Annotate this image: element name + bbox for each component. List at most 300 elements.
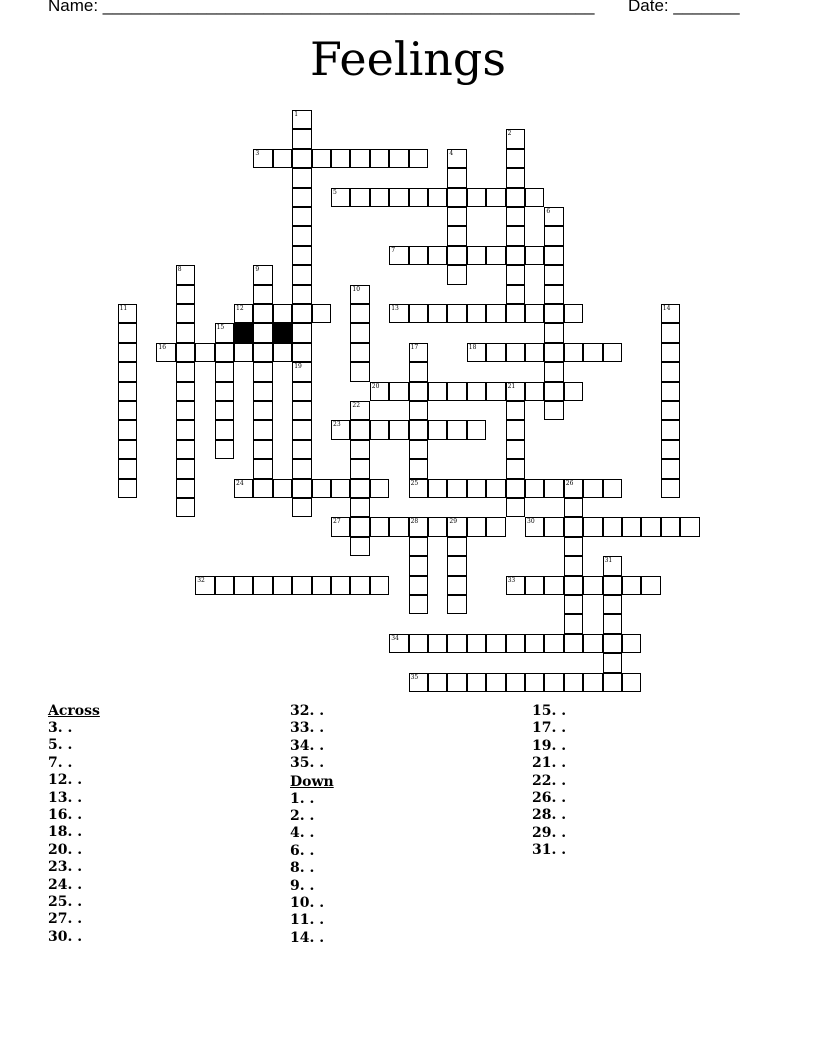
grid-cell[interactable] <box>350 537 369 556</box>
grid-cell[interactable] <box>215 440 234 459</box>
grid-cell[interactable] <box>176 382 195 401</box>
grid-cell[interactable] <box>409 634 428 653</box>
grid-cell[interactable] <box>118 479 137 498</box>
grid-cell[interactable] <box>506 168 525 187</box>
grid-cell[interactable] <box>195 576 214 595</box>
grid-cell[interactable] <box>544 382 563 401</box>
grid-cell[interactable] <box>370 479 389 498</box>
grid-cell[interactable] <box>292 265 311 284</box>
grid-cell[interactable] <box>622 576 641 595</box>
grid-cell[interactable] <box>253 149 272 168</box>
grid-cell[interactable] <box>176 323 195 342</box>
clue-number: 27 <box>333 518 341 526</box>
grid-cell[interactable] <box>603 556 622 575</box>
grid-cell[interactable] <box>118 440 137 459</box>
grid-cell[interactable] <box>506 634 525 653</box>
grid-cell[interactable] <box>544 343 563 362</box>
grid-cell[interactable] <box>389 382 408 401</box>
grid-cell[interactable] <box>447 207 466 226</box>
grid-cell[interactable] <box>215 343 234 362</box>
grid-cell[interactable] <box>350 517 369 536</box>
grid-cell[interactable] <box>253 323 272 342</box>
grid-cell[interactable] <box>447 168 466 187</box>
grid-cell[interactable] <box>350 576 369 595</box>
grid-cell[interactable] <box>409 382 428 401</box>
grid-cell[interactable] <box>312 304 331 323</box>
grid-cell[interactable] <box>447 479 466 498</box>
grid-cell[interactable] <box>564 304 583 323</box>
grid-cell[interactable] <box>253 304 272 323</box>
grid-cell[interactable] <box>350 401 369 420</box>
clue-item: 8. . <box>290 860 315 877</box>
grid-cell[interactable] <box>350 285 369 304</box>
grid-cell[interactable] <box>409 304 428 323</box>
grid-cell[interactable] <box>486 479 505 498</box>
grid-cell[interactable] <box>215 401 234 420</box>
grid-cell[interactable] <box>409 420 428 439</box>
grid-cell[interactable] <box>486 246 505 265</box>
grid-cell[interactable] <box>409 362 428 381</box>
grid-cell[interactable] <box>292 226 311 245</box>
grid-cell[interactable] <box>486 343 505 362</box>
grid-cell[interactable] <box>331 420 350 439</box>
grid-cell[interactable] <box>467 382 486 401</box>
grid-cell[interactable] <box>486 382 505 401</box>
grid-cell[interactable] <box>273 343 292 362</box>
grid-cell[interactable] <box>506 285 525 304</box>
clue-item: 14. . <box>290 929 325 946</box>
grid-cell[interactable] <box>544 401 563 420</box>
grid-cell[interactable] <box>506 246 525 265</box>
grid-cell[interactable] <box>506 440 525 459</box>
grid-cell[interactable] <box>409 149 428 168</box>
grid-cell[interactable] <box>409 479 428 498</box>
grid-cell[interactable] <box>467 343 486 362</box>
grid-cell[interactable] <box>389 517 408 536</box>
grid-cell[interactable] <box>350 343 369 362</box>
grid-cell[interactable] <box>350 323 369 342</box>
grid-cell[interactable] <box>292 207 311 226</box>
grid-cell[interactable] <box>506 401 525 420</box>
grid-cell[interactable] <box>312 479 331 498</box>
grid-cell[interactable] <box>506 207 525 226</box>
grid-cell[interactable] <box>292 401 311 420</box>
grid-cell[interactable] <box>273 149 292 168</box>
grid-cell[interactable] <box>447 226 466 245</box>
grid-cell[interactable] <box>253 420 272 439</box>
grid-cell[interactable] <box>176 285 195 304</box>
grid-cell[interactable] <box>564 517 583 536</box>
grid-cell[interactable] <box>661 459 680 478</box>
grid-cell[interactable] <box>564 556 583 575</box>
grid-cell[interactable] <box>641 517 660 536</box>
grid-cell[interactable] <box>525 382 544 401</box>
grid-cell[interactable] <box>447 537 466 556</box>
grid-cell[interactable] <box>467 188 486 207</box>
grid-cell[interactable] <box>661 382 680 401</box>
grid-cell[interactable] <box>292 440 311 459</box>
grid-cell[interactable] <box>447 246 466 265</box>
grid-cell[interactable] <box>622 517 641 536</box>
grid-cell[interactable] <box>118 323 137 342</box>
grid-cell[interactable] <box>253 479 272 498</box>
grid-cell[interactable] <box>118 401 137 420</box>
grid-cell[interactable] <box>409 673 428 692</box>
grid-cell[interactable] <box>409 556 428 575</box>
grid-cell[interactable] <box>409 517 428 536</box>
grid-cell[interactable] <box>350 420 369 439</box>
grid-cell[interactable] <box>350 149 369 168</box>
grid-cell[interactable] <box>389 634 408 653</box>
grid-cell[interactable] <box>564 576 583 595</box>
grid-cell[interactable] <box>409 343 428 362</box>
grid-cell[interactable] <box>506 459 525 478</box>
grid-cell[interactable] <box>467 304 486 323</box>
grid-cell[interactable] <box>253 401 272 420</box>
grid-cell[interactable] <box>564 673 583 692</box>
grid-cell[interactable] <box>603 614 622 633</box>
grid-cell[interactable] <box>603 517 622 536</box>
clue-number: 13 <box>391 305 399 312</box>
grid-cell[interactable] <box>331 149 350 168</box>
grid-cell[interactable] <box>253 343 272 362</box>
grid-cell[interactable] <box>525 634 544 653</box>
grid-cell[interactable] <box>350 440 369 459</box>
grid-cell[interactable] <box>292 168 311 187</box>
grid-cell[interactable] <box>486 188 505 207</box>
grid-cell[interactable] <box>389 420 408 439</box>
grid-cell[interactable] <box>447 634 466 653</box>
grid-cell[interactable] <box>544 673 563 692</box>
grid-cell[interactable] <box>176 343 195 362</box>
grid-cell[interactable] <box>583 634 602 653</box>
grid-cell[interactable] <box>447 576 466 595</box>
grid-cell[interactable] <box>176 459 195 478</box>
grid-cell[interactable] <box>409 246 428 265</box>
grid-cell[interactable] <box>389 188 408 207</box>
grid-cell[interactable] <box>680 517 699 536</box>
grid-cell[interactable] <box>428 673 447 692</box>
clue-number: 23 <box>333 421 341 429</box>
grid-cell[interactable] <box>544 479 563 498</box>
grid-cell[interactable] <box>215 362 234 381</box>
grid-cell[interactable] <box>603 576 622 595</box>
clue-number: 2 <box>507 130 512 138</box>
grid-cell[interactable] <box>447 149 466 168</box>
grid-cell[interactable] <box>447 595 466 614</box>
grid-cell[interactable] <box>447 382 466 401</box>
name-label: Name: ____________________________________________________ <box>48 0 595 15</box>
grid-cell[interactable] <box>486 304 505 323</box>
grid-cell[interactable] <box>583 517 602 536</box>
clue-number: 12 <box>236 305 244 312</box>
grid-cell[interactable] <box>447 265 466 284</box>
grid-cell[interactable] <box>350 188 369 207</box>
grid-cell[interactable] <box>292 498 311 517</box>
grid-cell[interactable] <box>564 634 583 653</box>
clue-item: 22. . <box>532 772 567 789</box>
grid-cell[interactable] <box>176 498 195 517</box>
grid-cell[interactable] <box>544 517 563 536</box>
clue-column-3 <box>532 703 566 860</box>
grid-cell[interactable] <box>176 401 195 420</box>
grid-cell[interactable] <box>409 595 428 614</box>
grid-cell[interactable] <box>292 304 311 323</box>
grid-cell[interactable] <box>661 517 680 536</box>
grid-cell[interactable] <box>253 440 272 459</box>
grid-cell[interactable] <box>544 576 563 595</box>
grid-cell[interactable] <box>234 304 253 323</box>
grid-cell[interactable] <box>253 382 272 401</box>
grid-cell[interactable] <box>370 576 389 595</box>
grid-cell[interactable] <box>253 265 272 284</box>
clue-item: 20. . <box>48 841 83 858</box>
grid-cell[interactable] <box>370 382 389 401</box>
grid-cell[interactable] <box>564 537 583 556</box>
grid-cell[interactable] <box>370 420 389 439</box>
grid-cell[interactable] <box>447 556 466 575</box>
grid-cell[interactable] <box>350 479 369 498</box>
grid-cell[interactable] <box>428 420 447 439</box>
grid-cell[interactable] <box>409 188 428 207</box>
grid-cell[interactable] <box>506 420 525 439</box>
grid-cell[interactable] <box>622 634 641 653</box>
grid-cell[interactable] <box>215 576 234 595</box>
grid-cell[interactable] <box>292 110 311 129</box>
grid-cell[interactable] <box>525 188 544 207</box>
grid-cell[interactable] <box>234 343 253 362</box>
grid-cell[interactable] <box>506 149 525 168</box>
grid-cell[interactable] <box>253 362 272 381</box>
grid-cell[interactable] <box>564 382 583 401</box>
grid-cell[interactable] <box>661 362 680 381</box>
grid-cell[interactable] <box>583 576 602 595</box>
grid-cell[interactable] <box>118 304 137 323</box>
black-square <box>273 323 292 342</box>
grid-cell[interactable] <box>603 634 622 653</box>
grid-cell[interactable] <box>292 459 311 478</box>
grid-cell[interactable] <box>215 323 234 342</box>
grid-cell[interactable] <box>292 343 311 362</box>
grid-cell[interactable] <box>447 673 466 692</box>
grid-cell[interactable] <box>661 440 680 459</box>
clue-item: 2. . <box>290 807 315 824</box>
grid-cell[interactable] <box>661 420 680 439</box>
grid-cell[interactable] <box>292 246 311 265</box>
grid-cell[interactable] <box>292 129 311 148</box>
grid-cell[interactable] <box>350 498 369 517</box>
grid-cell[interactable] <box>506 304 525 323</box>
grid-cell[interactable] <box>118 343 137 362</box>
clue-number: 35 <box>410 673 419 681</box>
grid-cell[interactable] <box>292 382 311 401</box>
grid-cell[interactable] <box>447 304 466 323</box>
grid-cell[interactable] <box>253 459 272 478</box>
grid-cell[interactable] <box>525 673 544 692</box>
grid-cell[interactable] <box>273 479 292 498</box>
grid-cell[interactable] <box>467 634 486 653</box>
grid-cell[interactable] <box>409 459 428 478</box>
grid-cell[interactable] <box>331 576 350 595</box>
clue-item: 16. . <box>48 806 83 823</box>
grid-cell[interactable] <box>312 149 331 168</box>
date-label: Date: _______ <box>628 0 740 15</box>
grid-cell[interactable] <box>409 440 428 459</box>
grid-cell[interactable] <box>370 188 389 207</box>
grid-cell[interactable] <box>661 304 680 323</box>
grid-cell[interactable] <box>544 265 563 284</box>
grid-cell[interactable] <box>486 673 505 692</box>
grid-cell[interactable] <box>564 343 583 362</box>
grid-cell[interactable] <box>350 304 369 323</box>
grid-cell[interactable] <box>312 576 331 595</box>
grid-cell[interactable] <box>544 362 563 381</box>
grid-cell[interactable] <box>176 304 195 323</box>
grid-cell[interactable] <box>409 576 428 595</box>
clue-item: 29. . <box>532 824 567 841</box>
grid-cell[interactable] <box>253 285 272 304</box>
grid-cell[interactable] <box>525 479 544 498</box>
grid-cell[interactable] <box>525 517 544 536</box>
grid-cell[interactable] <box>486 634 505 653</box>
grid-cell[interactable] <box>370 149 389 168</box>
grid-cell[interactable] <box>428 517 447 536</box>
grid-cell[interactable] <box>661 479 680 498</box>
grid-cell[interactable] <box>253 576 272 595</box>
grid-cell[interactable] <box>118 420 137 439</box>
grid-cell[interactable] <box>544 304 563 323</box>
grid-cell[interactable] <box>622 673 641 692</box>
grid-cell[interactable] <box>215 382 234 401</box>
clue-item: 9. . <box>290 877 315 894</box>
grid-cell[interactable] <box>506 479 525 498</box>
grid-cell[interactable] <box>564 498 583 517</box>
grid-cell[interactable] <box>506 498 525 517</box>
grid-cell[interactable] <box>544 246 563 265</box>
grid-cell[interactable] <box>583 673 602 692</box>
grid-cell[interactable] <box>389 304 408 323</box>
grid-cell[interactable] <box>603 673 622 692</box>
grid-cell[interactable] <box>195 343 214 362</box>
grid-cell[interactable] <box>292 479 311 498</box>
grid-cell[interactable] <box>428 479 447 498</box>
clue-number: 15 <box>216 324 225 332</box>
grid-cell[interactable] <box>564 595 583 614</box>
grid-cell[interactable] <box>506 188 525 207</box>
grid-cell[interactable] <box>292 323 311 342</box>
grid-cell[interactable] <box>564 614 583 633</box>
grid-cell[interactable] <box>118 459 137 478</box>
grid-cell[interactable] <box>234 576 253 595</box>
grid-cell[interactable] <box>331 517 350 536</box>
grid-cell[interactable] <box>506 343 525 362</box>
grid-cell[interactable] <box>273 304 292 323</box>
grid-cell[interactable] <box>544 226 563 245</box>
grid-cell[interactable] <box>447 188 466 207</box>
grid-cell[interactable] <box>564 479 583 498</box>
grid-cell[interactable] <box>506 226 525 245</box>
grid-cell[interactable] <box>544 207 563 226</box>
grid-cell[interactable] <box>292 420 311 439</box>
clue-item: 27. . <box>48 911 83 928</box>
grid-cell[interactable] <box>350 459 369 478</box>
grid-cell[interactable] <box>467 246 486 265</box>
grid-cell[interactable] <box>350 362 369 381</box>
grid-cell[interactable] <box>292 188 311 207</box>
grid-cell[interactable] <box>525 343 544 362</box>
grid-cell[interactable] <box>370 517 389 536</box>
grid-cell[interactable] <box>176 420 195 439</box>
grid-cell[interactable] <box>525 246 544 265</box>
grid-cell[interactable] <box>506 576 525 595</box>
grid-cell[interactable] <box>176 265 195 284</box>
grid-cell[interactable] <box>603 343 622 362</box>
grid-cell[interactable] <box>331 188 350 207</box>
grid-cell[interactable] <box>506 129 525 148</box>
grid-cell[interactable] <box>389 149 408 168</box>
grid-cell[interactable] <box>118 362 137 381</box>
grid-cell[interactable] <box>409 537 428 556</box>
grid-cell[interactable] <box>467 479 486 498</box>
grid-cell[interactable] <box>292 149 311 168</box>
grid-cell[interactable] <box>428 188 447 207</box>
grid-cell[interactable] <box>467 420 486 439</box>
grid-cell[interactable] <box>583 343 602 362</box>
grid-cell[interactable] <box>428 304 447 323</box>
grid-cell[interactable] <box>603 653 622 672</box>
grid-cell[interactable] <box>176 440 195 459</box>
grid-cell[interactable] <box>544 285 563 304</box>
grid-cell[interactable] <box>544 634 563 653</box>
grid-cell[interactable] <box>447 517 466 536</box>
grid-cell[interactable] <box>661 343 680 362</box>
grid-cell[interactable] <box>331 479 350 498</box>
grid-cell[interactable] <box>389 246 408 265</box>
grid-cell[interactable] <box>428 246 447 265</box>
clue-item: 4. . <box>290 825 315 842</box>
grid-cell[interactable] <box>215 420 234 439</box>
grid-cell[interactable] <box>661 401 680 420</box>
grid-cell[interactable] <box>467 517 486 536</box>
grid-cell[interactable] <box>506 673 525 692</box>
grid-cell[interactable] <box>544 323 563 342</box>
grid-cell[interactable] <box>118 382 137 401</box>
grid-cell[interactable] <box>641 576 660 595</box>
grid-cell[interactable] <box>467 673 486 692</box>
grid-cell[interactable] <box>292 285 311 304</box>
grid-cell[interactable] <box>506 265 525 284</box>
grid-cell[interactable] <box>525 576 544 595</box>
grid-cell[interactable] <box>428 634 447 653</box>
grid-cell[interactable] <box>661 323 680 342</box>
grid-cell[interactable] <box>234 479 253 498</box>
grid-cell[interactable] <box>176 479 195 498</box>
grid-cell[interactable] <box>583 479 602 498</box>
grid-cell[interactable] <box>156 343 175 362</box>
grid-cell[interactable] <box>273 576 292 595</box>
grid-cell[interactable] <box>603 479 622 498</box>
grid-cell[interactable] <box>292 576 311 595</box>
grid-cell[interactable] <box>428 382 447 401</box>
grid-cell[interactable] <box>486 517 505 536</box>
grid-cell[interactable] <box>506 382 525 401</box>
grid-cell[interactable] <box>409 401 428 420</box>
grid-cell[interactable] <box>525 304 544 323</box>
grid-cell[interactable] <box>176 362 195 381</box>
grid-cell[interactable] <box>447 420 466 439</box>
grid-cell[interactable] <box>603 595 622 614</box>
grid-cell[interactable] <box>292 362 311 381</box>
